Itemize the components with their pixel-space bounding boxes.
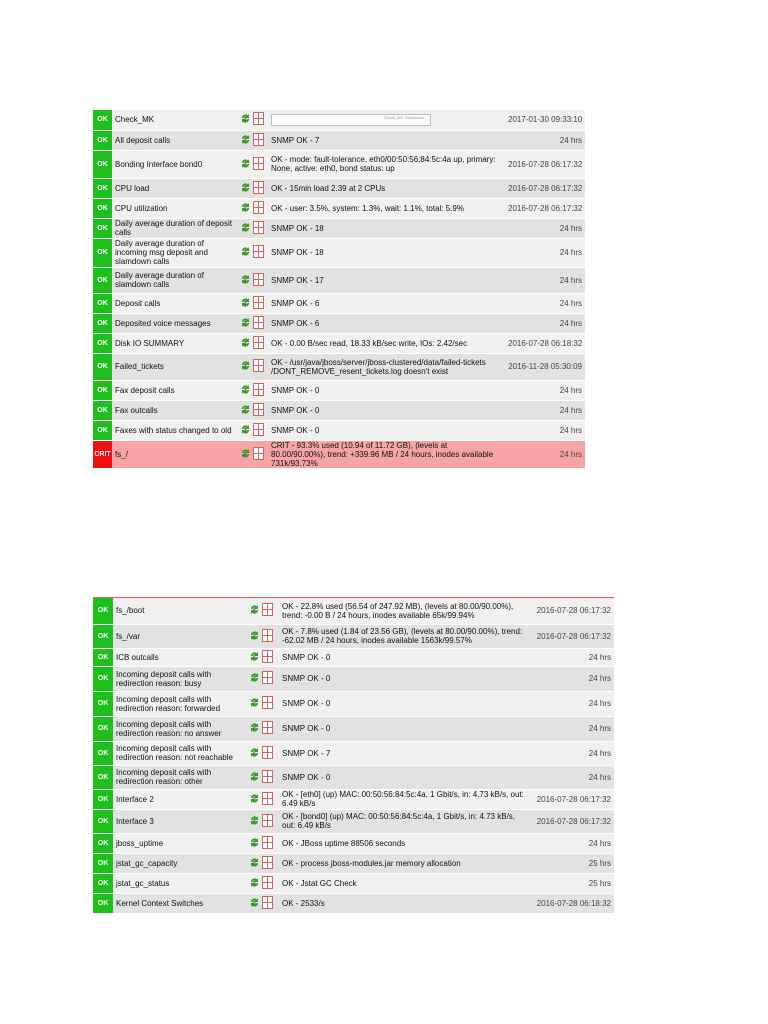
plugin-output: OK - [eth0] (up) MAC: 00:50:56:84:5c:4a, 1 Gbit/s, in: 4.73 kB/s, out: 6.49 kB/s (279, 789, 533, 809)
plugin-output: SNMP OK - 0 (268, 400, 505, 420)
reschedule-icon[interactable] (249, 671, 260, 686)
status-badge: OK (93, 353, 112, 380)
state-age: 24 hrs (533, 666, 614, 691)
service-actions (238, 267, 268, 293)
status-badge: OK (93, 853, 113, 873)
graph-icon[interactable] (253, 423, 264, 438)
state-age: 2016-07-28 06:18:32 (505, 333, 585, 353)
graph-icon[interactable] (262, 792, 273, 807)
service-name-link[interactable]: Daily average duration of deposit calls (112, 218, 238, 238)
plugin-output: SNMP OK - 0 (279, 716, 533, 741)
service-name-link[interactable]: Incoming deposit calls with redirection reason: not reachable (113, 741, 247, 765)
graph-icon[interactable] (253, 201, 264, 216)
graph-icon[interactable] (262, 696, 273, 711)
service-row[interactable] (93, 380, 585, 400)
svg-text:$: $ (252, 818, 257, 824)
plugin-output: OK - JBoss uptime 88506 seconds (279, 833, 533, 853)
service-row[interactable] (93, 420, 585, 440)
service-row[interactable] (93, 218, 585, 238)
svg-text:$: $ (252, 840, 257, 846)
plugin-output: SNMP OK - 18 (268, 218, 505, 238)
service-row[interactable] (93, 198, 585, 218)
svg-text:$: $ (243, 277, 248, 283)
service-name-link[interactable]: fs_/var (113, 624, 247, 648)
graph-icon[interactable] (253, 157, 264, 172)
service-name-link[interactable]: Daily average duration of incoming msg deposit and slamdown calls (112, 238, 238, 267)
service-name-link[interactable]: Daily average duration of slamdown calls (112, 267, 238, 293)
svg-text:$: $ (252, 900, 257, 906)
graph-icon[interactable] (262, 856, 273, 871)
svg-text:$: $ (252, 654, 257, 660)
service-name-link[interactable]: Kernel Context Switches (113, 893, 247, 913)
service-actions (247, 789, 279, 809)
service-row[interactable] (93, 400, 585, 420)
svg-text:$: $ (243, 451, 248, 457)
graph-icon[interactable] (253, 181, 264, 196)
svg-text:$: $ (252, 675, 257, 682)
state-age: 24 hrs (533, 765, 614, 789)
plugin-output: OK - 7.8% used (1.84 of 23.56 GB), (levels at 80.00/90.00%), trend: -62.02 MB / 24 hours, inodes available 1563k/99.57% (279, 624, 533, 648)
plugin-output: OK - 22.8% used (56.54 of 247.92 MB), (levels at 80.00/90.00%), trend: -0.00 B / 24 hours, inodes available 65k/99.94% (279, 598, 533, 624)
graph-icon[interactable] (253, 273, 264, 288)
status-badge: OK (93, 420, 112, 440)
state-age: 2016-07-28 06:17:32 (533, 624, 614, 648)
reschedule-icon[interactable] (240, 245, 251, 260)
reschedule-icon[interactable] (240, 316, 251, 331)
graph-icon[interactable] (253, 359, 264, 374)
plugin-output: OK - /usr/java/jboss/server/jboss-clustered/data/failed-tickets /DONT_REMOVE_resent_tickets.log doesn't exist (268, 353, 505, 380)
plugin-output: OK - 15min load 2.39 at 2 CPUs (268, 178, 505, 198)
state-age: 24 hrs (505, 420, 585, 440)
service-actions (247, 873, 279, 893)
graph-icon[interactable] (262, 836, 273, 851)
status-badge: OK (93, 624, 113, 648)
svg-text:$: $ (252, 750, 257, 756)
reschedule-icon[interactable] (249, 746, 260, 761)
state-age: 2016-07-28 06:17:32 (533, 809, 614, 833)
svg-text:$: $ (243, 161, 248, 167)
reschedule-icon[interactable] (240, 273, 251, 288)
service-actions (238, 353, 268, 380)
graph-icon[interactable] (253, 221, 264, 236)
service-actions (247, 853, 279, 873)
service-name-link[interactable]: Fax outcalls (112, 400, 238, 420)
plugin-output: OK - user: 3.5%, system: 1.3%, wait: 1.1%, total: 5.9% (268, 198, 505, 218)
plugin-output: SNMP OK - 6 (268, 313, 505, 333)
graph-icon[interactable] (262, 814, 273, 829)
service-actions (238, 218, 268, 238)
reschedule-icon[interactable] (249, 650, 260, 665)
perfometer-graph[interactable]: Check_MK Thresholds (271, 114, 431, 126)
reschedule-icon[interactable] (249, 896, 260, 911)
state-age: 2016-11-28 05:30:09 (505, 353, 585, 380)
service-row[interactable] (93, 598, 614, 624)
service-name-link[interactable]: Incoming deposit calls with redirection reason: forwarded (113, 691, 247, 716)
status-badge: OK (93, 789, 113, 809)
graph-icon[interactable] (253, 403, 264, 418)
service-name-link[interactable]: Interface 2 (113, 789, 247, 809)
service-actions (238, 293, 268, 313)
service-actions (247, 691, 279, 716)
svg-text:$: $ (243, 300, 248, 306)
reschedule-icon[interactable] (240, 181, 251, 196)
status-badge: OK (93, 333, 112, 353)
status-badge: OK (93, 809, 113, 833)
service-name-link[interactable]: jstat_gc_capacity (113, 853, 247, 873)
service-name-link[interactable]: Bonding Interface bond0 (112, 150, 238, 178)
svg-text:$: $ (243, 225, 248, 231)
service-row[interactable] (93, 150, 585, 178)
graph-icon[interactable] (253, 447, 264, 462)
reschedule-icon[interactable] (249, 814, 260, 829)
reschedule-icon[interactable] (240, 133, 251, 148)
service-name-link[interactable]: Incoming deposit calls with redirection reason: busy (113, 666, 247, 691)
svg-text:$: $ (243, 363, 248, 370)
graph-icon[interactable] (262, 671, 273, 686)
plugin-output: OK - [bond0] (up) MAC: 00:50:56:84:5c:4a, 1 Gbit/s, in: 4.73 kB/s, out: 6.49 kB/s (279, 809, 533, 833)
service-actions (238, 198, 268, 218)
graph-icon[interactable] (253, 112, 264, 127)
plugin-output: OK - 0.00 B/sec read, 18.33 kB/sec write, IOs: 2.42/sec (268, 333, 505, 353)
service-actions (247, 598, 279, 624)
graph-icon[interactable] (262, 896, 273, 911)
status-badge: OK (93, 765, 113, 789)
status-badge: OK (93, 648, 113, 666)
service-actions (247, 893, 279, 913)
graph-icon[interactable] (262, 650, 273, 665)
graph-icon[interactable] (262, 629, 273, 644)
reschedule-icon[interactable] (249, 721, 260, 736)
svg-text:$: $ (243, 407, 248, 413)
service-actions (247, 809, 279, 833)
reschedule-icon[interactable] (240, 423, 251, 438)
reschedule-icon[interactable] (240, 221, 251, 236)
state-age: 2016-07-28 06:17:32 (505, 198, 585, 218)
plugin-output: SNMP OK - 7 (268, 130, 505, 150)
service-row[interactable] (93, 333, 585, 353)
graph-icon[interactable] (262, 746, 273, 761)
service-name-link[interactable]: ICB outcalls (113, 648, 247, 666)
reschedule-icon[interactable] (240, 201, 251, 216)
graph-icon[interactable] (253, 316, 264, 331)
reschedule-icon[interactable] (240, 359, 251, 374)
svg-text:$: $ (252, 774, 257, 780)
service-row[interactable] (93, 110, 585, 130)
service-row[interactable] (93, 267, 585, 293)
service-row[interactable] (93, 313, 585, 333)
service-name-link[interactable]: Fax deposit calls (112, 380, 238, 400)
reschedule-icon[interactable] (249, 696, 260, 711)
status-badge: OK (93, 198, 112, 218)
reschedule-icon[interactable] (249, 876, 260, 891)
graph-icon[interactable] (262, 770, 273, 785)
service-row[interactable] (93, 716, 614, 741)
status-badge: OK (93, 150, 112, 178)
graph-icon[interactable] (253, 296, 264, 311)
status-badge: OK (93, 380, 112, 400)
svg-text:$: $ (243, 116, 248, 123)
svg-text:$: $ (243, 387, 248, 393)
svg-text:$: $ (252, 725, 257, 732)
plugin-output: SNMP OK - 0 (279, 666, 533, 691)
status-badge: OK (93, 238, 112, 267)
status-badge: OK (93, 130, 112, 150)
plugin-output: SNMP OK - 18 (268, 238, 505, 267)
plugin-output: SNMP OK - 17 (268, 267, 505, 293)
svg-text:$: $ (243, 185, 248, 191)
service-actions (247, 833, 279, 853)
state-age: 2016-07-28 06:17:32 (505, 150, 585, 178)
status-badge: OK (93, 178, 112, 198)
service-row[interactable] (93, 833, 614, 853)
status-badge: CRIT (93, 440, 112, 468)
state-age: 2016-07-28 06:17:32 (505, 178, 585, 198)
state-age: 24 hrs (533, 648, 614, 666)
service-actions (238, 440, 268, 468)
reschedule-icon[interactable] (249, 770, 260, 785)
service-row[interactable] (93, 809, 614, 833)
state-age: 2016-07-28 06:17:32 (533, 789, 614, 809)
service-actions (238, 400, 268, 420)
service-actions (238, 178, 268, 198)
status-badge: OK (93, 893, 113, 913)
reschedule-icon[interactable] (249, 836, 260, 851)
service-actions (238, 130, 268, 150)
service-name-link[interactable]: fs_/ (112, 440, 238, 468)
service-row[interactable] (93, 666, 614, 691)
graph-icon[interactable] (253, 383, 264, 398)
status-badge: OK (93, 400, 112, 420)
service-name-link[interactable]: Incoming deposit calls with redirection reason: no answer (113, 716, 247, 741)
svg-text:$: $ (252, 633, 257, 639)
state-age: 24 hrs (533, 833, 614, 853)
state-age: 24 hrs (533, 716, 614, 741)
svg-text:$: $ (252, 880, 257, 886)
graph-icon[interactable] (262, 876, 273, 891)
service-actions (238, 238, 268, 267)
svg-text:$: $ (243, 340, 248, 346)
state-age: 25 hrs (533, 873, 614, 893)
status-badge: OK (93, 218, 112, 238)
service-row[interactable] (93, 238, 585, 267)
service-row[interactable] (93, 353, 585, 380)
status-badge: OK (93, 716, 113, 741)
plugin-output: SNMP OK - 7 (279, 741, 533, 765)
service-name-link[interactable]: CPU utilization (112, 198, 238, 218)
status-badge: OK (93, 833, 113, 853)
service-name-link[interactable]: Failed_tickets (112, 353, 238, 380)
service-actions (238, 313, 268, 333)
plugin-output: OK - process jboss-modules.jar memory allocation (279, 853, 533, 873)
reschedule-icon[interactable] (240, 112, 251, 127)
services-table-1-body (93, 110, 585, 468)
services-table-1 (93, 110, 585, 469)
service-actions (238, 110, 268, 130)
status-badge: OK (93, 691, 113, 716)
services-table-2-body (93, 598, 614, 913)
reschedule-icon[interactable] (249, 603, 260, 618)
service-actions (247, 648, 279, 666)
state-age: 24 hrs (505, 293, 585, 313)
state-age: 24 hrs (533, 691, 614, 716)
service-row[interactable] (93, 893, 614, 913)
service-actions (247, 666, 279, 691)
status-badge: OK (93, 110, 112, 130)
service-actions (238, 380, 268, 400)
state-age: 24 hrs (505, 313, 585, 333)
svg-text:$: $ (252, 700, 257, 707)
state-age: 24 hrs (505, 400, 585, 420)
reschedule-icon[interactable] (240, 383, 251, 398)
service-name-link[interactable]: CPU load (112, 178, 238, 198)
plugin-output: SNMP OK - 0 (268, 380, 505, 400)
service-row[interactable] (93, 873, 614, 893)
svg-text:$: $ (252, 607, 257, 614)
reschedule-icon[interactable] (249, 856, 260, 871)
svg-text:$: $ (243, 427, 248, 433)
plugin-output: SNMP OK - 0 (279, 648, 533, 666)
plugin-output: OK - mode: fault-tolerance, eth0/00:50:56:84:5c:4a up, primary: None, active: eth0, bond status: up (268, 150, 505, 178)
service-name-link[interactable]: Deposit calls (112, 293, 238, 313)
service-actions (247, 624, 279, 648)
service-row[interactable] (93, 789, 614, 809)
status-badge: OK (93, 873, 113, 893)
plugin-output: SNMP OK - 0 (279, 765, 533, 789)
reschedule-icon[interactable] (240, 447, 251, 462)
service-actions (238, 150, 268, 178)
status-badge: OK (93, 598, 113, 624)
reschedule-icon[interactable] (240, 336, 251, 351)
status-badge: OK (93, 267, 112, 293)
service-row[interactable] (93, 765, 614, 789)
svg-text:$: $ (252, 796, 257, 802)
plugin-output: SNMP OK - 0 (279, 691, 533, 716)
state-age: 2017-01-30 09:33:10 (505, 110, 585, 130)
service-row[interactable] (93, 440, 585, 468)
reschedule-icon[interactable] (240, 296, 251, 311)
service-row[interactable] (93, 130, 585, 150)
graph-icon[interactable] (253, 336, 264, 351)
service-row[interactable] (93, 853, 614, 873)
plugin-output: OK - Jstat GC Check (279, 873, 533, 893)
service-actions (238, 420, 268, 440)
state-age: 24 hrs (505, 238, 585, 267)
svg-text:$: $ (243, 320, 248, 326)
plugin-output (268, 110, 505, 130)
service-row[interactable] (93, 293, 585, 313)
service-name-link[interactable]: Incoming deposit calls with redirection reason: other (113, 765, 247, 789)
plugin-output: SNMP OK - 6 (268, 293, 505, 313)
service-name-link[interactable]: Disk IO SUMMARY (112, 333, 238, 353)
service-actions (247, 716, 279, 741)
service-row[interactable] (93, 178, 585, 198)
state-age: 2016-07-28 06:17:32 (533, 598, 614, 624)
state-age: 24 hrs (505, 440, 585, 468)
service-row[interactable] (93, 624, 614, 648)
services-table-2 (93, 598, 614, 914)
service-name-link[interactable]: All deposit calls (112, 130, 238, 150)
service-actions (247, 741, 279, 765)
status-badge: OK (93, 741, 113, 765)
service-name-link[interactable]: Deposited voice messages (112, 313, 238, 333)
svg-text:$: $ (243, 249, 248, 256)
graph-icon[interactable] (262, 603, 273, 618)
service-name-link[interactable]: jstat_gc_status (113, 873, 247, 893)
state-age: 24 hrs (505, 218, 585, 238)
reschedule-icon[interactable] (240, 403, 251, 418)
reschedule-icon[interactable] (249, 629, 260, 644)
service-name-link[interactable]: jboss_uptime (113, 833, 247, 853)
status-badge: OK (93, 293, 112, 313)
service-actions (238, 333, 268, 353)
service-row[interactable] (93, 691, 614, 716)
state-age: 24 hrs (505, 130, 585, 150)
service-row[interactable] (93, 648, 614, 666)
plugin-output: CRIT - 93.3% used (10.94 of 11.72 GB), (levels at 80.00/90.00%), trend: +339.96 MB / 24 hours, inodes available 731k/93.73% (268, 440, 505, 468)
svg-text:$: $ (243, 137, 248, 143)
service-name-link[interactable]: Check_MK (112, 110, 238, 130)
service-name-link[interactable]: fs_/boot (113, 598, 247, 624)
graph-icon[interactable] (253, 245, 264, 260)
state-age: 25 hrs (533, 853, 614, 873)
graph-icon[interactable] (253, 133, 264, 148)
state-age: 24 hrs (505, 267, 585, 293)
state-age: 24 hrs (533, 741, 614, 765)
plugin-output: OK - 2533/s (279, 893, 533, 913)
service-name-link[interactable]: Faxes with status changed to old (112, 420, 238, 440)
service-row[interactable] (93, 741, 614, 765)
service-actions (247, 765, 279, 789)
svg-text:$: $ (252, 860, 257, 866)
reschedule-icon[interactable] (240, 157, 251, 172)
svg-text:$: $ (243, 205, 248, 211)
service-name-link[interactable]: Interface 3 (113, 809, 247, 833)
reschedule-icon[interactable] (249, 792, 260, 807)
status-badge: OK (93, 666, 113, 691)
state-age: 24 hrs (505, 380, 585, 400)
status-badge: OK (93, 313, 112, 333)
state-age: 2016-07-28 06:18:32 (533, 893, 614, 913)
plugin-output: SNMP OK - 0 (268, 420, 505, 440)
graph-icon[interactable] (262, 721, 273, 736)
